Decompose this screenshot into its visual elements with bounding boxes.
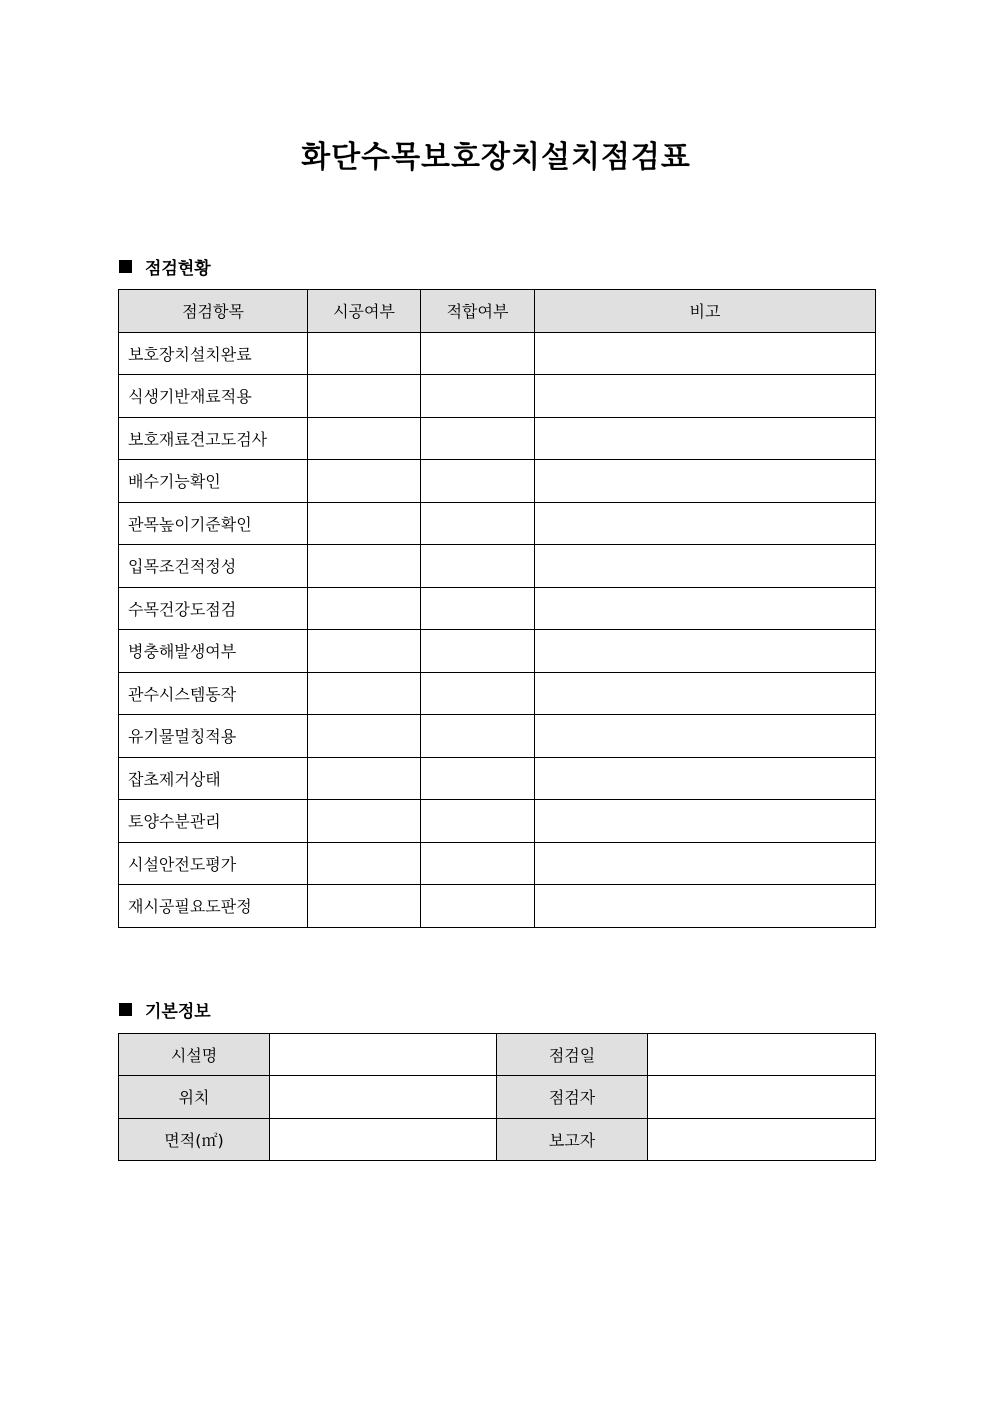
suitability-cell[interactable] (421, 842, 535, 885)
inspection-item-label: 입목조건적정성 (119, 545, 308, 588)
construction-cell[interactable] (308, 375, 421, 418)
field-value[interactable] (648, 1076, 876, 1118)
table-row (119, 715, 876, 758)
inspection-item-label: 식생기반재료적용 (119, 375, 308, 418)
inspection-item-label: 배수기능확인 (119, 460, 308, 503)
construction-cell[interactable] (308, 800, 421, 843)
field-value[interactable] (648, 1118, 876, 1160)
section-title-label: 기본정보 (145, 1002, 211, 1022)
table-row (119, 885, 876, 928)
field-value[interactable] (648, 1034, 876, 1076)
construction-cell[interactable] (308, 502, 421, 545)
table-row (119, 757, 876, 800)
table-header-row (119, 290, 876, 333)
page-title: 화단수목보호장치설치점검표 (301, 140, 691, 175)
field-label: 면적(㎡) (119, 1118, 270, 1160)
construction-cell[interactable] (308, 715, 421, 758)
construction-cell[interactable] (308, 545, 421, 588)
table-row (119, 375, 876, 418)
table-row (119, 800, 876, 843)
section-heading-basic-info (119, 997, 211, 1022)
suitability-cell[interactable] (421, 502, 535, 545)
field-value[interactable] (270, 1076, 497, 1118)
construction-cell[interactable] (308, 672, 421, 715)
field-value[interactable] (270, 1034, 497, 1076)
field-label: 위치 (119, 1076, 270, 1118)
table-row (119, 587, 876, 630)
table-row (119, 1034, 876, 1076)
suitability-cell[interactable] (421, 332, 535, 375)
inspection-item-label: 재시공필요도판정 (119, 885, 308, 928)
square-bullet-icon (119, 260, 132, 273)
inspection-item-label: 수목건강도점검 (119, 587, 308, 630)
note-cell[interactable] (535, 885, 876, 928)
table-row (119, 332, 876, 375)
note-cell[interactable] (535, 715, 876, 758)
suitability-cell[interactable] (421, 587, 535, 630)
table-row (119, 460, 876, 503)
table-row (119, 672, 876, 715)
section-title-label: 점검현황 (145, 259, 211, 279)
note-cell[interactable] (535, 332, 876, 375)
suitability-cell[interactable] (421, 460, 535, 503)
suitability-cell[interactable] (421, 800, 535, 843)
inspection-status-table (118, 289, 876, 928)
inspection-item-label: 보호재료견고도검사 (119, 417, 308, 460)
suitability-cell[interactable] (421, 757, 535, 800)
inspection-item-label: 관목높이기준확인 (119, 502, 308, 545)
construction-cell[interactable] (308, 842, 421, 885)
table-row (119, 417, 876, 460)
header-construction: 시공여부 (308, 290, 421, 333)
field-label: 시설명 (119, 1034, 270, 1076)
table-row (119, 502, 876, 545)
construction-cell[interactable] (308, 757, 421, 800)
field-label: 점검자 (497, 1076, 648, 1118)
field-value[interactable] (270, 1118, 497, 1160)
suitability-cell[interactable] (421, 417, 535, 460)
note-cell[interactable] (535, 587, 876, 630)
header-inspection-item: 점검항목 (119, 290, 308, 333)
construction-cell[interactable] (308, 587, 421, 630)
field-label: 점검일 (497, 1034, 648, 1076)
construction-cell[interactable] (308, 417, 421, 460)
section-heading-status (119, 254, 211, 279)
field-label: 보고자 (497, 1118, 648, 1160)
suitability-cell[interactable] (421, 715, 535, 758)
inspection-item-label: 시설안전도평가 (119, 842, 308, 885)
suitability-cell[interactable] (421, 545, 535, 588)
suitability-cell[interactable] (421, 885, 535, 928)
inspection-item-label: 보호장치설치완료 (119, 332, 308, 375)
note-cell[interactable] (535, 800, 876, 843)
inspection-item-label: 관수시스템동작 (119, 672, 308, 715)
note-cell[interactable] (535, 842, 876, 885)
construction-cell[interactable] (308, 885, 421, 928)
square-bullet-icon (119, 1003, 132, 1016)
note-cell[interactable] (535, 460, 876, 503)
suitability-cell[interactable] (421, 630, 535, 673)
table-row (119, 1076, 876, 1118)
header-suitability: 적합여부 (421, 290, 535, 333)
table-row (119, 630, 876, 673)
table-row (119, 545, 876, 588)
note-cell[interactable] (535, 630, 876, 673)
table-row (119, 842, 876, 885)
construction-cell[interactable] (308, 460, 421, 503)
header-note: 비고 (535, 290, 876, 333)
inspection-item-label: 유기물멀칭적용 (119, 715, 308, 758)
inspection-item-label: 토양수분관리 (119, 800, 308, 843)
table-row (119, 1118, 876, 1160)
basic-info-table (118, 1033, 876, 1161)
suitability-cell[interactable] (421, 375, 535, 418)
inspection-item-label: 잡초제거상태 (119, 757, 308, 800)
note-cell[interactable] (535, 502, 876, 545)
note-cell[interactable] (535, 757, 876, 800)
note-cell[interactable] (535, 417, 876, 460)
note-cell[interactable] (535, 545, 876, 588)
suitability-cell[interactable] (421, 672, 535, 715)
construction-cell[interactable] (308, 332, 421, 375)
construction-cell[interactable] (308, 630, 421, 673)
note-cell[interactable] (535, 375, 876, 418)
inspection-item-label: 병충해발생여부 (119, 630, 308, 673)
note-cell[interactable] (535, 672, 876, 715)
